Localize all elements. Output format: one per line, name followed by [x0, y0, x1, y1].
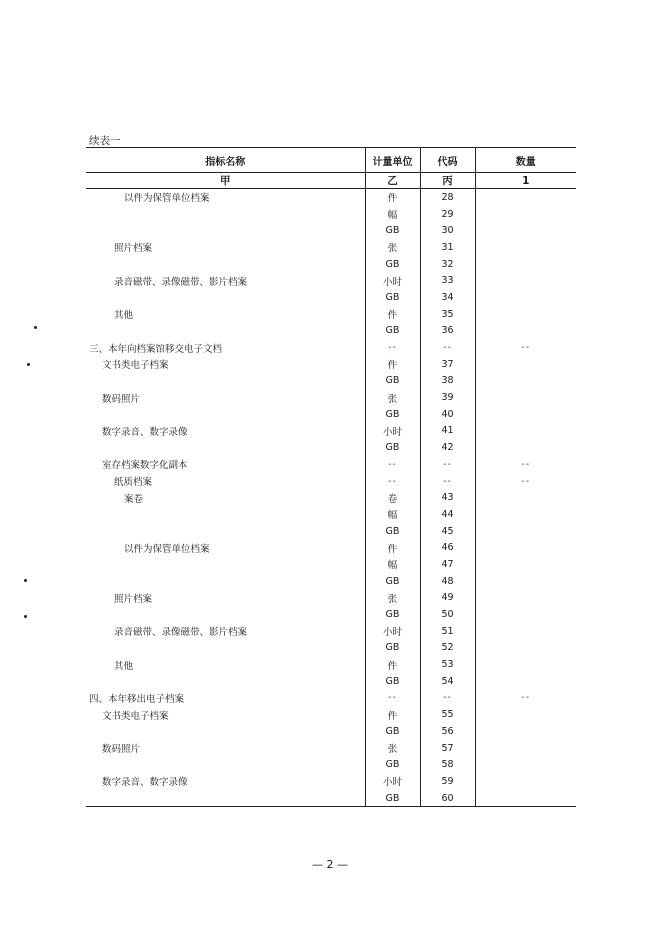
row-indicator-name	[86, 723, 365, 740]
row-quantity	[475, 272, 576, 289]
row-quantity	[475, 656, 576, 673]
row-unit: --	[365, 690, 420, 707]
page-number: — 2 —	[312, 858, 348, 871]
row-quantity	[475, 289, 576, 306]
table-row	[86, 706, 576, 723]
row-indicator-name: 数字录音、数字录像	[102, 426, 188, 438]
row-indicator-name: 三、本年向档案馆移交电子文档	[89, 343, 223, 355]
row-code: 55	[420, 706, 475, 723]
table-row	[86, 222, 576, 239]
subheader-quantity: 1	[475, 173, 576, 189]
row-code: 34	[420, 289, 475, 306]
row-quantity	[475, 539, 576, 556]
row-indicator-name: 数码照片	[102, 393, 141, 405]
row-indicator-name	[86, 523, 365, 540]
row-code: 44	[420, 506, 475, 523]
row-code: 45	[420, 523, 475, 540]
row-indicator-name	[86, 506, 365, 523]
row-unit: 张	[365, 239, 420, 256]
row-indicator-name	[86, 673, 365, 690]
subheader-code: 丙	[420, 173, 475, 189]
row-quantity	[475, 773, 576, 790]
table-row	[86, 506, 576, 523]
row-code: 57	[420, 740, 475, 757]
row-indicator-name: 照片档案	[114, 243, 153, 255]
row-code: 39	[420, 389, 475, 406]
table-row	[86, 790, 576, 807]
row-indicator-name: 其他	[114, 310, 134, 322]
table-row	[86, 489, 576, 506]
row-unit: 小时	[365, 773, 420, 790]
table-row	[86, 306, 576, 323]
row-code: 28	[420, 189, 475, 206]
table-row	[86, 623, 576, 640]
table-row	[86, 656, 576, 673]
row-quantity	[475, 222, 576, 239]
row-quantity	[475, 506, 576, 523]
table-row	[86, 773, 576, 790]
row-indicator-name	[86, 323, 365, 340]
row-quantity	[475, 790, 576, 807]
table-row	[86, 590, 576, 607]
table-row	[86, 756, 576, 773]
row-indicator-name	[86, 606, 365, 623]
row-code: --	[420, 690, 475, 707]
row-code: 52	[420, 640, 475, 657]
row-unit: GB	[365, 289, 420, 306]
row-unit: 张	[365, 389, 420, 406]
table-row	[86, 356, 576, 373]
row-quantity	[475, 706, 576, 723]
table-row	[86, 539, 576, 556]
row-indicator-name: 录音磁带、录像磁带、影片档案	[114, 276, 248, 288]
row-quantity	[475, 673, 576, 690]
row-quantity	[475, 206, 576, 223]
row-quantity	[475, 640, 576, 657]
row-unit: GB	[365, 222, 420, 239]
row-quantity	[475, 439, 576, 456]
table-row	[86, 189, 576, 206]
row-unit: 件	[365, 356, 420, 373]
scan-dot	[24, 615, 27, 618]
table-row	[86, 423, 576, 440]
row-quantity	[475, 389, 576, 406]
subheader-unit: 乙	[365, 173, 420, 189]
table-row	[86, 323, 576, 340]
row-quantity	[475, 239, 576, 256]
row-unit: 张	[365, 590, 420, 607]
row-indicator-name: 照片档案	[114, 593, 153, 605]
subheader-row	[86, 173, 576, 189]
row-indicator-name	[86, 373, 365, 390]
row-code: 47	[420, 556, 475, 573]
table-row	[86, 473, 576, 490]
row-unit: 幅	[365, 556, 420, 573]
row-code: 54	[420, 673, 475, 690]
row-unit: GB	[365, 573, 420, 590]
row-code: 33	[420, 272, 475, 289]
header-row	[86, 148, 576, 173]
scan-dot	[27, 363, 30, 366]
table-row	[86, 272, 576, 289]
row-indicator-name: 以件为保管单位档案	[124, 193, 210, 205]
row-unit: GB	[365, 723, 420, 740]
row-unit: GB	[365, 406, 420, 423]
row-quantity	[475, 489, 576, 506]
subheader-name: 甲	[86, 173, 365, 189]
row-code: 38	[420, 373, 475, 390]
row-indicator-name	[86, 256, 365, 273]
row-quantity	[475, 590, 576, 607]
header-indicator-name: 指标名称	[205, 156, 246, 168]
table-row	[86, 406, 576, 423]
row-code: 53	[420, 656, 475, 673]
row-code: --	[420, 339, 475, 356]
row-unit: GB	[365, 323, 420, 340]
row-code: 51	[420, 623, 475, 640]
row-quantity	[475, 556, 576, 573]
header-quantity: 数量	[475, 148, 576, 173]
table-caption: 续表一	[89, 135, 121, 147]
row-code: 36	[420, 323, 475, 340]
table-row	[86, 573, 576, 590]
row-unit: GB	[365, 439, 420, 456]
row-unit: 幅	[365, 206, 420, 223]
row-indicator-name: 室存档案数字化副本	[102, 460, 188, 472]
row-unit: 件	[365, 706, 420, 723]
row-indicator-name	[86, 790, 365, 807]
row-quantity: --	[475, 339, 576, 356]
row-indicator-name	[86, 573, 365, 590]
row-indicator-name	[86, 406, 365, 423]
row-unit: GB	[365, 373, 420, 390]
row-code: 29	[420, 206, 475, 223]
row-code: 30	[420, 222, 475, 239]
row-unit: --	[365, 456, 420, 473]
table-row	[86, 456, 576, 473]
table-body	[86, 189, 576, 807]
row-indicator-name: 案卷	[124, 493, 144, 505]
row-quantity	[475, 306, 576, 323]
row-quantity	[475, 623, 576, 640]
table-row	[86, 640, 576, 657]
statistics-table	[86, 147, 576, 807]
row-quantity	[475, 189, 576, 206]
row-indicator-name	[86, 222, 365, 239]
table-row	[86, 439, 576, 456]
row-code: 41	[420, 423, 475, 440]
row-quantity	[475, 356, 576, 373]
row-unit: GB	[365, 756, 420, 773]
row-code: 59	[420, 773, 475, 790]
table-row	[86, 690, 576, 707]
row-quantity: --	[475, 456, 576, 473]
row-unit: 件	[365, 656, 420, 673]
row-quantity: --	[475, 473, 576, 490]
row-quantity	[475, 423, 576, 440]
row-unit: 幅	[365, 506, 420, 523]
row-unit: --	[365, 473, 420, 490]
row-quantity	[475, 756, 576, 773]
row-quantity	[475, 573, 576, 590]
row-code: 56	[420, 723, 475, 740]
row-unit: 卷	[365, 489, 420, 506]
table-row	[86, 289, 576, 306]
row-unit: 小时	[365, 623, 420, 640]
row-unit: GB	[365, 256, 420, 273]
table-row	[86, 239, 576, 256]
row-indicator-name: 文书类电子档案	[102, 710, 169, 722]
table-row	[86, 389, 576, 406]
row-unit: 小时	[365, 423, 420, 440]
row-unit: 张	[365, 740, 420, 757]
row-unit: GB	[365, 606, 420, 623]
row-code: 37	[420, 356, 475, 373]
row-indicator-name: 数码照片	[102, 744, 141, 756]
row-quantity	[475, 740, 576, 757]
row-indicator-name	[86, 556, 365, 573]
row-code: 40	[420, 406, 475, 423]
row-indicator-name: 四、本年移出电子档案	[89, 693, 185, 705]
table-row	[86, 556, 576, 573]
row-indicator-name: 录音磁带、录像磁带、影片档案	[114, 627, 248, 639]
scan-dot	[34, 326, 37, 329]
table-row	[86, 673, 576, 690]
table-row	[86, 523, 576, 540]
table-row	[86, 256, 576, 273]
header-code: 代码	[420, 148, 475, 173]
row-unit: 件	[365, 189, 420, 206]
row-code: 42	[420, 439, 475, 456]
row-code: 50	[420, 606, 475, 623]
table-row	[86, 373, 576, 390]
row-unit: GB	[365, 523, 420, 540]
row-indicator-name: 数字录音、数字录像	[102, 777, 188, 789]
row-quantity	[475, 406, 576, 423]
row-code: 49	[420, 590, 475, 607]
row-unit: --	[365, 339, 420, 356]
row-quantity	[475, 523, 576, 540]
row-quantity	[475, 723, 576, 740]
row-code: 31	[420, 239, 475, 256]
row-indicator-name: 以件为保管单位档案	[124, 543, 210, 555]
row-unit: 件	[365, 539, 420, 556]
row-unit: GB	[365, 673, 420, 690]
row-indicator-name	[86, 289, 365, 306]
row-indicator-name: 其他	[114, 660, 134, 672]
row-unit: GB	[365, 640, 420, 657]
row-code: 43	[420, 489, 475, 506]
table-row	[86, 740, 576, 757]
row-unit: 件	[365, 306, 420, 323]
row-quantity	[475, 256, 576, 273]
table-row	[86, 339, 576, 356]
row-code: 60	[420, 790, 475, 807]
row-quantity: --	[475, 690, 576, 707]
row-code: 48	[420, 573, 475, 590]
row-code: --	[420, 473, 475, 490]
row-code: 35	[420, 306, 475, 323]
row-indicator-name: 文书类电子档案	[102, 360, 169, 372]
row-code: --	[420, 456, 475, 473]
scan-dot	[24, 579, 27, 582]
row-indicator-name: 纸质档案	[114, 477, 153, 489]
row-indicator-name	[86, 206, 365, 223]
row-indicator-name	[86, 640, 365, 657]
row-code: 46	[420, 539, 475, 556]
row-indicator-name	[86, 439, 365, 456]
row-unit: GB	[365, 790, 420, 807]
table-row	[86, 723, 576, 740]
row-code: 32	[420, 256, 475, 273]
row-quantity	[475, 373, 576, 390]
row-unit: 小时	[365, 272, 420, 289]
row-indicator-name	[86, 756, 365, 773]
row-code: 58	[420, 756, 475, 773]
table-row	[86, 606, 576, 623]
table-row	[86, 206, 576, 223]
row-quantity	[475, 323, 576, 340]
header-unit: 计量单位	[365, 148, 420, 173]
row-quantity	[475, 606, 576, 623]
